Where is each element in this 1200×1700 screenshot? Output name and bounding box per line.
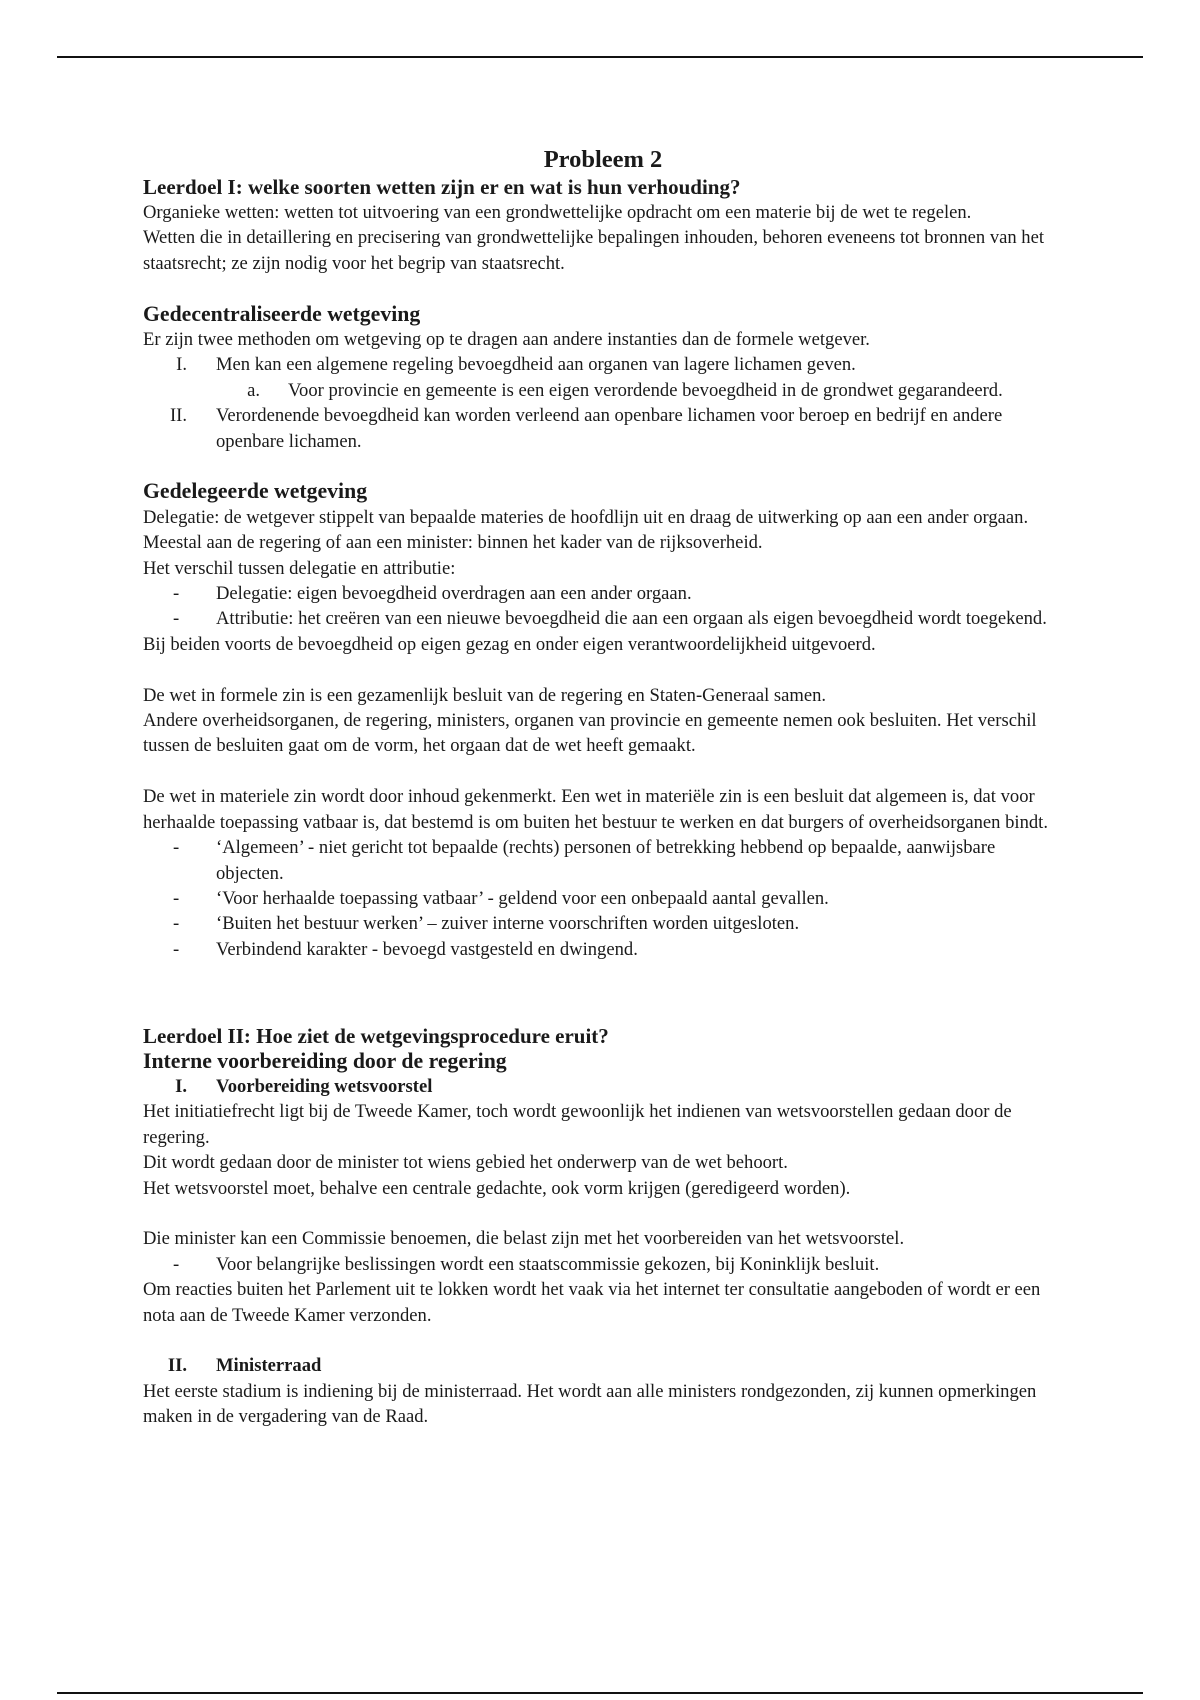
footer-rule — [57, 1692, 1143, 1694]
paragraph: Bij beiden voorts de bevoegdheid op eigen gezag en onder eigen verantwoordelijkheid uitgevoerd. — [143, 633, 876, 655]
bullet-text: ‘Buiten het bestuur werken’ – zuiver interne voorschriften worden uitgesloten. — [216, 913, 800, 935]
bullet-item — [143, 911, 1063, 936]
bullet-text: Delegatie: eigen bevoegdheid overdragen aan een ander orgaan. — [216, 583, 692, 605]
bullet-text: Verbindend karakter - bevoegd vastgesteld en dwingend. — [216, 938, 638, 960]
bullet-dash: - — [173, 608, 180, 630]
paragraph: Om reacties buiten het Parlement uit te lokken wordt het vaak via het internet ter consultatie aangeboden of wordt er een nota aan de Tweede Kamer verzonden. — [143, 1279, 1041, 1326]
bullet-dash: - — [173, 887, 180, 909]
numbered-heading — [143, 1074, 1063, 1099]
numbered-heading-text: Ministerraad — [216, 1355, 322, 1377]
bullet-item — [143, 606, 1063, 631]
list-marker: a. — [247, 379, 260, 401]
page-title: Probleem 2 — [543, 146, 663, 173]
paragraph: De wet in formele zin is een gezamenlijk besluit van de regering en Staten-Generaal samen. — [143, 684, 827, 706]
bullet-item — [143, 1252, 1063, 1277]
paragraph: Het eerste stadium is indiening bij de ministerraad. Het wordt aan alle ministers rondgezonden, zij kunnen opmerkingen maken in de vergadering van de Raad. — [143, 1380, 1037, 1428]
document-body — [143, 146, 1063, 1430]
bullet-item — [143, 835, 1063, 886]
paragraph: Het wetsvoorstel moet, behalve een centrale gedachte, ook vorm krijgen (geredigeerd worden). — [143, 1177, 851, 1199]
list-item — [143, 403, 1063, 454]
list-marker: II. — [167, 1355, 187, 1377]
numbered-heading — [143, 1353, 1063, 1378]
bullet-text: Voor belangrijke beslissingen wordt een staatscommissie gekozen, bij Koninklijk besluit. — [216, 1253, 880, 1275]
paragraph: De wet in materiele zin wordt door inhoud gekenmerkt. Een wet in materiële zin is een besluit dat algemeen is, dat voor herhaalde toepassing vatbaar is, dat bestemd is om buiten het bestuur te werken en dat burgers of overheidsorganen bindt. — [143, 786, 1048, 833]
bullet-item — [143, 937, 1063, 962]
section-heading-gedecentraliseerd: Gedecentraliseerde wetgeving — [143, 301, 421, 326]
bullet-dash: - — [173, 938, 180, 960]
paragraph: Dit wordt gedaan door de minister tot wiens gebied het onderwerp van de wet behoort. — [143, 1152, 788, 1174]
bullet-dash: - — [173, 1253, 180, 1275]
bullet-dash: - — [173, 837, 180, 859]
paragraph: Er zijn twee methoden om wetgeving op te dragen aan andere instanties dan de formele wetgever. — [143, 329, 870, 351]
list-marker: I. — [175, 1075, 187, 1097]
bullet-text: Attributie: het creëren van een nieuwe bevoegdheid die aan een orgaan als eigen bevoegdheid wordt toegekend. — [216, 608, 1047, 630]
bullet-dash: - — [173, 913, 180, 935]
header-rule — [57, 56, 1143, 58]
paragraph: Die minister kan een Commissie benoemen, die belast zijn met het voorbereiden van het wetsvoorstel. — [143, 1228, 905, 1250]
list-marker: II. — [169, 405, 187, 427]
bullet-text: ‘Voor herhaalde toepassing vatbaar’ - geldend voor een onbepaald aantal gevallen. — [216, 887, 829, 909]
bullet-item — [143, 581, 1063, 606]
list-item-text: Verordenende bevoegdheid kan worden verleend aan openbare lichamen voor beroep en bedrijf en andere openbare lichamen. — [216, 405, 1003, 452]
bullet-text: ‘Algemeen’ - niet gericht tot bepaalde (rechts) personen of betrekking hebbend op bepaalde, aanwijsbare objecten. — [216, 837, 996, 884]
paragraph: Het verschil tussen delegatie en attributie: — [143, 557, 456, 579]
paragraph: Wetten die in detaillering en precisering van grondwettelijke bepalingen inhouden, behoren eveneens tot bronnen van het staatsrecht; ze zijn nodig voor het begrip van staatsrecht. — [143, 227, 1045, 274]
paragraph: Organieke wetten: wetten tot uitvoering van een grondwettelijke opdracht om een materie bij de wet te regelen. — [143, 202, 972, 223]
section-heading-interne-voorbereiding: Interne voorbereiding door de regering — [143, 1048, 507, 1073]
list-item-text: Voor provincie en gemeente is een eigen verordende bevoegdheid in de grondwet gegarandeerd. — [288, 379, 1003, 401]
leerdoel-1-heading: Leerdoel I: welke soorten wetten zijn er en wat is hun verhouding? — [143, 175, 741, 199]
sub-list-item — [143, 378, 1063, 403]
list-item — [143, 352, 1063, 377]
bullet-item — [143, 886, 1063, 911]
paragraph: Het initiatiefrecht ligt bij de Tweede Kamer, toch wordt gewoonlijk het indienen van wetsvoorstellen gedaan door de regering. — [143, 1101, 1012, 1148]
list-marker: I. — [176, 354, 187, 376]
paragraph: Delegatie: de wetgever stippelt van bepaalde materies de hoofdlijn uit en draag de uitwerking op aan een ander orgaan. Meestal aan de regering of aan een minister: binnen het kader van de rijksoverheid. — [143, 506, 1029, 554]
numbered-heading-text: Voorbereiding wetsvoorstel — [216, 1075, 433, 1097]
bullet-dash: - — [173, 583, 180, 605]
section-heading-gedelegeerd: Gedelegeerde wetgeving — [143, 479, 368, 504]
paragraph: Andere overheidsorganen, de regering, ministers, organen van provincie en gemeente nemen ook besluiten. Het verschil tussen de besluiten gaat om de vorm, het orgaan dat de wet heeft gemaakt. — [143, 710, 1037, 757]
leerdoel-2-heading: Leerdoel II: Hoe ziet de wetgevingsprocedure eruit? — [143, 1023, 609, 1048]
list-item-text: Men kan een algemene regeling bevoegdheid aan organen van lagere lichamen geven. — [216, 354, 856, 376]
